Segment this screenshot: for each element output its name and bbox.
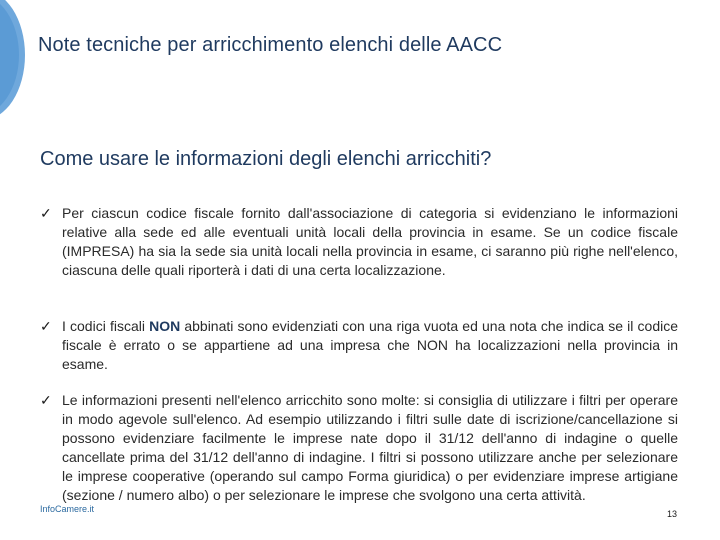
bullet-text-start: I codici fiscali xyxy=(62,318,150,334)
page-number: 13 xyxy=(666,509,677,519)
bullet-item-1 xyxy=(40,204,678,280)
checkmark-icon: ✓ xyxy=(40,205,52,221)
bullet-text: Le informazioni presenti nell'elenco arricchito sono molte: si consiglia di utilizzare i filtri per operare in modo agevole sull'elenco. Ad esempio utilizzando i filtri sulle date di iscrizione/cancellazione si possono evidenziare facilmente le imprese nate dopo il 31/12 dell'anno di indagine o quelle cancellate prima del 31/12 dell'anno di indagine. I filtri si possono utilizzare anche per selezionare le imprese cooperative (operando sul campo Forma giuridica) o per evidenziare imprese artigiane (sezione / numero albo) o per selezionare le imprese che svolgono una certa attività. xyxy=(62,392,678,503)
bullet-text-end: abbinati sono evidenziati con una riga vuota ed una nota che indica se il codice fiscale è errato o se appartiene ad una impresa che NON ha localizzazioni nella provincia in esame. xyxy=(62,318,678,372)
infocamere-logo: InfoCamere.it xyxy=(40,504,95,514)
bullet-emphasis: NON xyxy=(149,318,181,334)
checkmark-icon: ✓ xyxy=(40,392,52,408)
bullet-text xyxy=(62,317,678,374)
section-heading: Come usare le informazioni degli elenchi arricchiti? xyxy=(40,148,492,170)
slide-title: Note tecniche per arricchimento elenchi delle AACC xyxy=(38,34,503,56)
checkmark-icon: ✓ xyxy=(40,318,52,334)
bullet-text: Per ciascun codice fiscale fornito dall'associazione di categoria si evidenziano le informazioni relative alla sede ed alle eventuali unità locali della provincia in esame. Se un codice fiscale (IMPRESA) ha sia la sede sia unità locali nella provincia in esame, ci saranno più righe nell'elenco, ciascuna delle quali riporterà i dati di una certa localizzazione. xyxy=(62,205,678,278)
bullet-item-3 xyxy=(40,391,678,505)
bullet-item-2 xyxy=(40,317,678,374)
